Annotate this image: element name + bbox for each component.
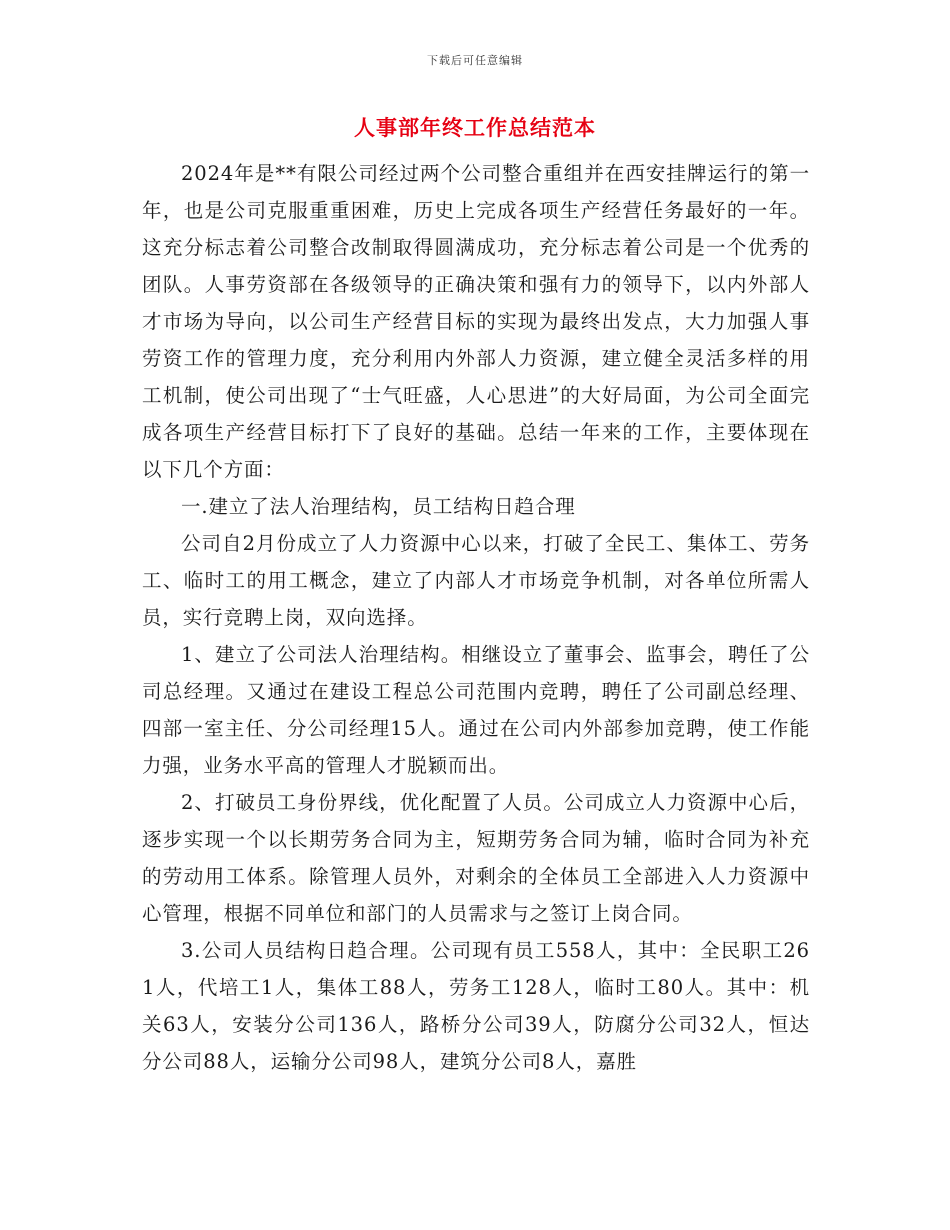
document-title: 人事部年终工作总结范本: [354, 115, 596, 140]
header-note: 下载后可任意编辑: [427, 54, 523, 67]
paragraph-item-2: 2、打破员工身份界线，优化配置了人员。公司成立人力资源中心后，逐步实现一个以长期劳务合同为主，短期劳务合同为辅，临时合同为补充的劳动用工体系。除管理人员外，对剩余的全体员工全部进入人力资源中心管理，根据不同单位和部门的人员需求与之签订上岗合同。: [142, 791, 810, 925]
paragraph-item-3: 3.公司人员结构日趋合理。公司现有员工558人，其中：全民职工261人，代培工1人，集体工88人，劳务工128人，临时工80人。其中：机关63人，安装分公司136人，路桥分公司39人，防腐分公司32人，恒达分公司88人，运输分公司98人，建筑分公司8人，嘉胜: [142, 939, 810, 1073]
paragraph-intro: 2024年是**有限公司经过两个公司整合重组并在西安挂牌运行的第一年，也是公司克服重重困难，历史上完成各项生产经营任务最好的一年。这充分标志着公司整合改制取得圆满成功，充分标志着公司是一个优秀的团队。人事劳资部在各级领导的正确决策和强有力的领导下，以内外部人才市场为导向，以公司生产经营目标的实现为最终出发点，大力加强人事劳资工作的管理力度，充分利用内外部人力资源，建立健全灵活多样的用工机制，使公司出现了“士气旺盛，人心思进”的大好局面，为公司全面完成各项生产经营目标打下了良好的基础。总结一年来的工作，主要体现在以下几个方面：: [142, 162, 810, 481]
paragraph-hr-center: 公司自2月份成立了人力资源中心以来，打破了全民工、集体工、劳务工、临时工的用工概念，建立了内部人才市场竞争机制，对各单位所需人员，实行竞聘上岗，双向选择。: [142, 532, 810, 629]
section-heading-1: 一.建立了法人治理结构，员工结构日趋合理: [181, 495, 576, 518]
document-body: [142, 155, 810, 1080]
paragraph-item-1: 1、建立了公司法人治理结构。相继设立了董事会、监事会，聘任了公司总经理。又通过在建设工程总公司范围内竞聘，聘任了公司副总经理、四部一室主任、分公司经理15人。通过在公司内外部参加竞聘，使工作能力强，业务水平高的管理人才脱颖而出。: [142, 643, 810, 777]
